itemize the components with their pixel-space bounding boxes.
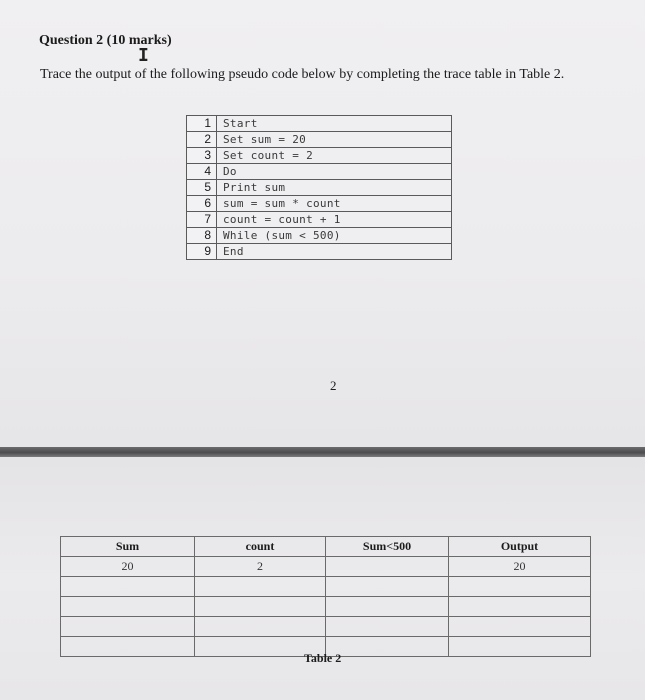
line-number: 8 <box>187 228 217 244</box>
table-row <box>61 617 591 637</box>
cell-output[interactable] <box>449 577 591 597</box>
cell-condition[interactable] <box>326 577 449 597</box>
cell-output[interactable] <box>449 597 591 617</box>
code-text: End <box>217 244 452 260</box>
page-number: 2 <box>330 378 337 393</box>
cell-condition[interactable] <box>326 617 449 637</box>
line-number: 2 <box>187 132 217 148</box>
code-line <box>187 132 452 148</box>
cell-sum[interactable] <box>61 577 195 597</box>
cell-output[interactable] <box>449 617 591 637</box>
code-line <box>187 164 452 180</box>
code-text: While (sum < 500) <box>217 228 452 244</box>
code-text: sum = sum * count <box>217 196 452 212</box>
code-line <box>187 228 452 244</box>
table-caption: Table 2 <box>304 651 342 665</box>
cell-count[interactable] <box>195 617 326 637</box>
line-number: 9 <box>187 244 217 260</box>
cell-count[interactable] <box>195 597 326 617</box>
code-line <box>187 116 452 132</box>
cell-condition[interactable] <box>326 597 449 617</box>
code-line <box>187 196 452 212</box>
line-number: 6 <box>187 196 217 212</box>
header-sum: Sum <box>61 537 195 557</box>
line-number: 5 <box>187 180 217 196</box>
code-text: count = count + 1 <box>217 212 452 228</box>
page-divider <box>0 447 645 457</box>
header-sum-lt-500: Sum<500 <box>326 537 449 557</box>
header-count: count <box>195 537 326 557</box>
question-instruction: Trace the output of the following pseudo code below by completing the trace table in Table 2. <box>40 67 565 82</box>
line-number: 7 <box>187 212 217 228</box>
table-row <box>61 597 591 617</box>
code-text: Do <box>217 164 452 180</box>
cell-condition[interactable] <box>326 637 449 657</box>
pseudo-code-table <box>186 115 452 260</box>
cell-sum[interactable] <box>61 617 195 637</box>
cell-sum[interactable]: 20 <box>61 557 195 577</box>
trace-table-header-row <box>61 537 591 557</box>
line-number: 4 <box>187 164 217 180</box>
cell-sum[interactable] <box>61 637 195 657</box>
code-text: Set count = 2 <box>217 148 452 164</box>
line-number: 3 <box>187 148 217 164</box>
table-row <box>61 577 591 597</box>
code-text: Print sum <box>217 180 452 196</box>
text-cursor-icon: I <box>138 45 149 66</box>
cell-sum[interactable] <box>61 597 195 617</box>
table-row <box>61 557 591 577</box>
cell-output[interactable]: 20 <box>449 557 591 577</box>
cell-count[interactable]: 2 <box>195 557 326 577</box>
cell-output[interactable] <box>449 637 591 657</box>
code-text: Start <box>217 116 452 132</box>
code-line <box>187 212 452 228</box>
code-text: Set sum = 20 <box>217 132 452 148</box>
code-line <box>187 244 452 260</box>
question-title: Question 2 (10 marks) <box>39 33 172 48</box>
trace-table <box>60 536 591 657</box>
header-output: Output <box>449 537 591 557</box>
code-line <box>187 148 452 164</box>
cell-count[interactable] <box>195 577 326 597</box>
code-line <box>187 180 452 196</box>
line-number: 1 <box>187 116 217 132</box>
cell-condition[interactable] <box>326 557 449 577</box>
